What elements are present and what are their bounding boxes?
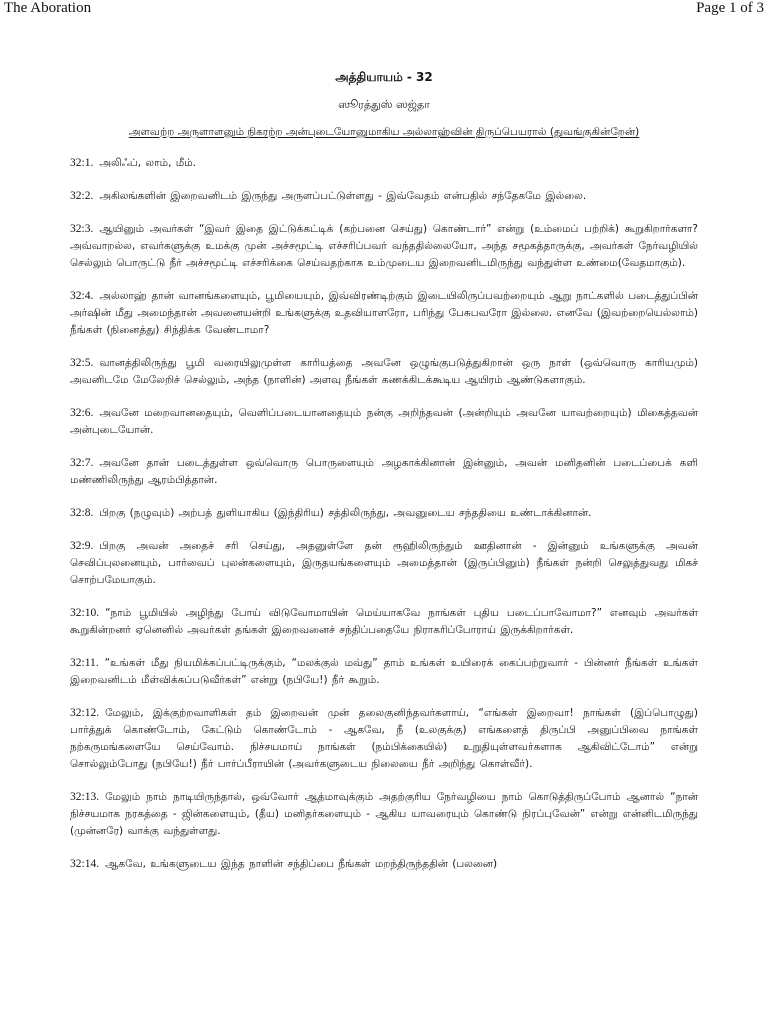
verse-paragraph xyxy=(70,789,698,840)
verse-number: 32:12. xyxy=(70,707,100,719)
verse-paragraph xyxy=(70,856,698,873)
verse-text: பிறகு (நழுவும்) அற்பத் துளியாகிய (இந்திரிய) சத்திலிருந்து, அவனுடைய சந்ததியை உண்டாக்கினான். xyxy=(99,507,592,519)
running-header xyxy=(4,0,764,18)
verse-text: மேலும், இக்குற்றவாளிகள் தம் இறைவன் முன் தலைகுனிந்தவர்களாய், “எங்கள் இறைவா! நாங்கள் (இப்பொழுது) பார்த்துக் கொண்டோம், கேட்டும் கொண்டோம் - ஆகவே, நீ (உலகுக்கு) எங்களைத் திருப்பி அனுப்பிவை நாங்கள் நற்கருமங்களையே செய்வோம். நிச்சயமாய் நாங்கள் (நம்பிக்கையில்) உறுதியுள்ளவர்களாக ஆகிவிட்டோம்” என்று சொல்லும்போது (நபியே!) நீர் பார்ப்பீராயின் (அவர்களுடைய நிலையை நீர் அறிந்து கொள்வீர்). xyxy=(70,707,698,770)
verse-paragraph xyxy=(70,605,698,639)
verse-paragraph xyxy=(70,221,698,272)
verse-text: அலிஃப், லாம், மீம். xyxy=(99,157,197,169)
verse-text: அவனே மறைவானதையும், வெளிப்படையானதையும் நன்கு அறிந்தவன் (அன்றியும் அவனே யாவற்றையும்) மிகைத்தவன் அன்புடையோன். xyxy=(70,407,698,436)
document-title: The Aboration xyxy=(4,0,92,16)
verse-number: 32:5. xyxy=(70,357,94,369)
verse-text: வானத்திலிருந்து பூமி வரையிலுமுள்ள காரியத்தை அவனே ஒழுங்குபடுத்துகிறான் ஒரு நாள் (ஒவ்வொரு காரியமும்) அவனிடமே மேலேறிச் செல்லும், அந்த (நாளின்) அளவு நீங்கள் கணக்கிடக்கூடிய ஆயிரம் ஆண்டுகளாகும். xyxy=(70,357,698,386)
verse-number: 32:14. xyxy=(70,858,100,870)
verse-text: “உங்கள் மீது நியமிக்கப்பட்டிருக்கும், “மலக்குல் மவ்து” தாம் உங்கள் உயிரைக் கைப்பற்றுவார் - பின்னர் நீங்கள் உங்கள் இறைவனிடம் மீள்விக்கப்படுவீர்கள்” என்று (நபியே!) நீர் கூறும். xyxy=(70,657,698,686)
page-indicator: Page 1 of 3 xyxy=(696,0,764,16)
verse-text: அல்லாஹ் தான் வானங்களையும், பூமியையும், இவ்விரண்டிற்கும் இடையிலிருப்பவற்றையும் ஆறு நாட்களில் படைத்துப்பின் அர்ஷின் மீது அமைந்தான் அவனையன்றி உங்களுக்கு உதவியாளரோ, பரிந்து பேசுபவரோ இல்லை. எனவே (இவற்றையெல்லாம்) நீங்கள் (நினைத்து) சிந்திக்க வேண்டாமா? xyxy=(70,290,698,336)
verse-text: அகிலங்களின் இறைவனிடம் இருந்து அருளப்பட்டுள்ளது - இவ்வேதம் என்பதில் சந்தேகமே இல்லை. xyxy=(99,190,587,202)
verse-number: 32:13. xyxy=(70,791,100,803)
chapter-title: அத்தியாயம் - 32 xyxy=(335,70,433,84)
verse-list xyxy=(70,155,698,873)
verse-paragraph xyxy=(70,355,698,389)
bismillah-line xyxy=(70,124,698,141)
verse-paragraph xyxy=(70,155,698,172)
verse-text: அவனே தான் படைத்துள்ள ஒவ்வொரு பொருளையும் அழகாக்கினான் இன்னும், அவன் மனிதனின் படைப்பைக் களி மண்ணிலிருந்து ஆரம்பித்தான். xyxy=(70,457,698,486)
verse-paragraph xyxy=(70,505,698,522)
verse-paragraph xyxy=(70,655,698,689)
verse-number: 32:10. xyxy=(70,607,100,619)
verse-number: 32:6. xyxy=(70,407,94,419)
verse-number: 32:1. xyxy=(70,157,94,169)
verse-number: 32:8. xyxy=(70,507,94,519)
verse-paragraph xyxy=(70,188,698,205)
verse-number: 32:4. xyxy=(70,290,94,302)
verse-number: 32:2. xyxy=(70,190,94,202)
verse-paragraph xyxy=(70,705,698,773)
verse-text: மேலும் நாம் நாடியிருந்தால், ஒவ்வோர் ஆத்மாவுக்கும் அதற்குரிய நேர்வழியை நாம் கொடுத்திருப்போம் ஆனால் “நான் நிச்சயமாக நரகத்தை - ஜின்களையும், (தீய) மனிதர்களையும் - ஆகிய யாவரையும் கொண்டு நிரப்புவேன்” என்று என்னிடமிருந்து (முன்னரே) வாக்கு வந்துள்ளது. xyxy=(70,791,698,837)
verse-number: 32:3. xyxy=(70,223,94,235)
verse-number: 32:9. xyxy=(70,540,94,552)
verse-number: 32:7. xyxy=(70,457,94,469)
surah-name: ஸூரத்துஸ் ஸஜ்தா xyxy=(338,98,430,111)
verse-number: 32:11. xyxy=(70,657,99,669)
verse-text: ஆகவே, உங்களுடைய இந்த நாளின் சந்திப்பை நீங்கள் மறந்திருந்ததின் (பலனை) xyxy=(105,858,498,870)
bismillah-text: அளவற்ற அருளாளனும் நிகரற்ற அன்புடையோனுமாகிய அல்லாஹ்வின் திருப்பெயரால் (துவங்குகின்றேன்) xyxy=(128,126,640,138)
document-body xyxy=(70,64,698,889)
verse-paragraph xyxy=(70,455,698,489)
verse-paragraph xyxy=(70,405,698,439)
verse-text: ஆயினும் அவர்கள் “இவர் இதை இட்டுக்கட்டிக் (கற்பனை செய்து) கொண்டார்” என்று (உம்மைப் பற்றிக்) கூறுகிறார்களா? அவ்வாறல்ல, எவர்களுக்கு உமக்கு முன் அச்சமூட்டி எச்சரிப்பவர் வந்ததில்லையோ, அந்த சமூகத்தாருக்கு, அவர்கள் நேர்வழியில் செல்லும் பொருட்டு நீர் அச்சமூட்டி எச்சரிக்கை செய்வதற்காக உம்முடைய இறைவனிடமிருந்து வந்துள்ள உண்மை(வேதமாகும்). xyxy=(70,223,698,269)
verse-text: “நாம் பூமியில் அழிந்து போய் விடுவோமாயின் மெய்யாகவே நாங்கள் புதிய படைப்பாவோமா?” எனவும் அவர்கள் கூறுகின்றனர் ஏனெனில் அவர்கள் தங்கள் இறைவனைச் சந்திப்பதையே நிராகரிப்போராய் இருக்கிறார்கள். xyxy=(70,607,698,636)
verse-text: பிறகு அவன் அதைச் சரி செய்து, அதனுள்ளே தன் ரூஹிலிருந்தும் ஊதினான் - இன்னும் உங்களுக்கு அவன் செவிப்புலனையும், பார்வைப் புலன்களையும், இருதயங்களையும் அமைத்தான் (இருப்பினும்) நீங்கள் நன்றி செலுத்துவது மிகச் சொற்பமேயாகும். xyxy=(70,540,698,586)
verse-paragraph xyxy=(70,538,698,589)
verse-paragraph xyxy=(70,288,698,339)
